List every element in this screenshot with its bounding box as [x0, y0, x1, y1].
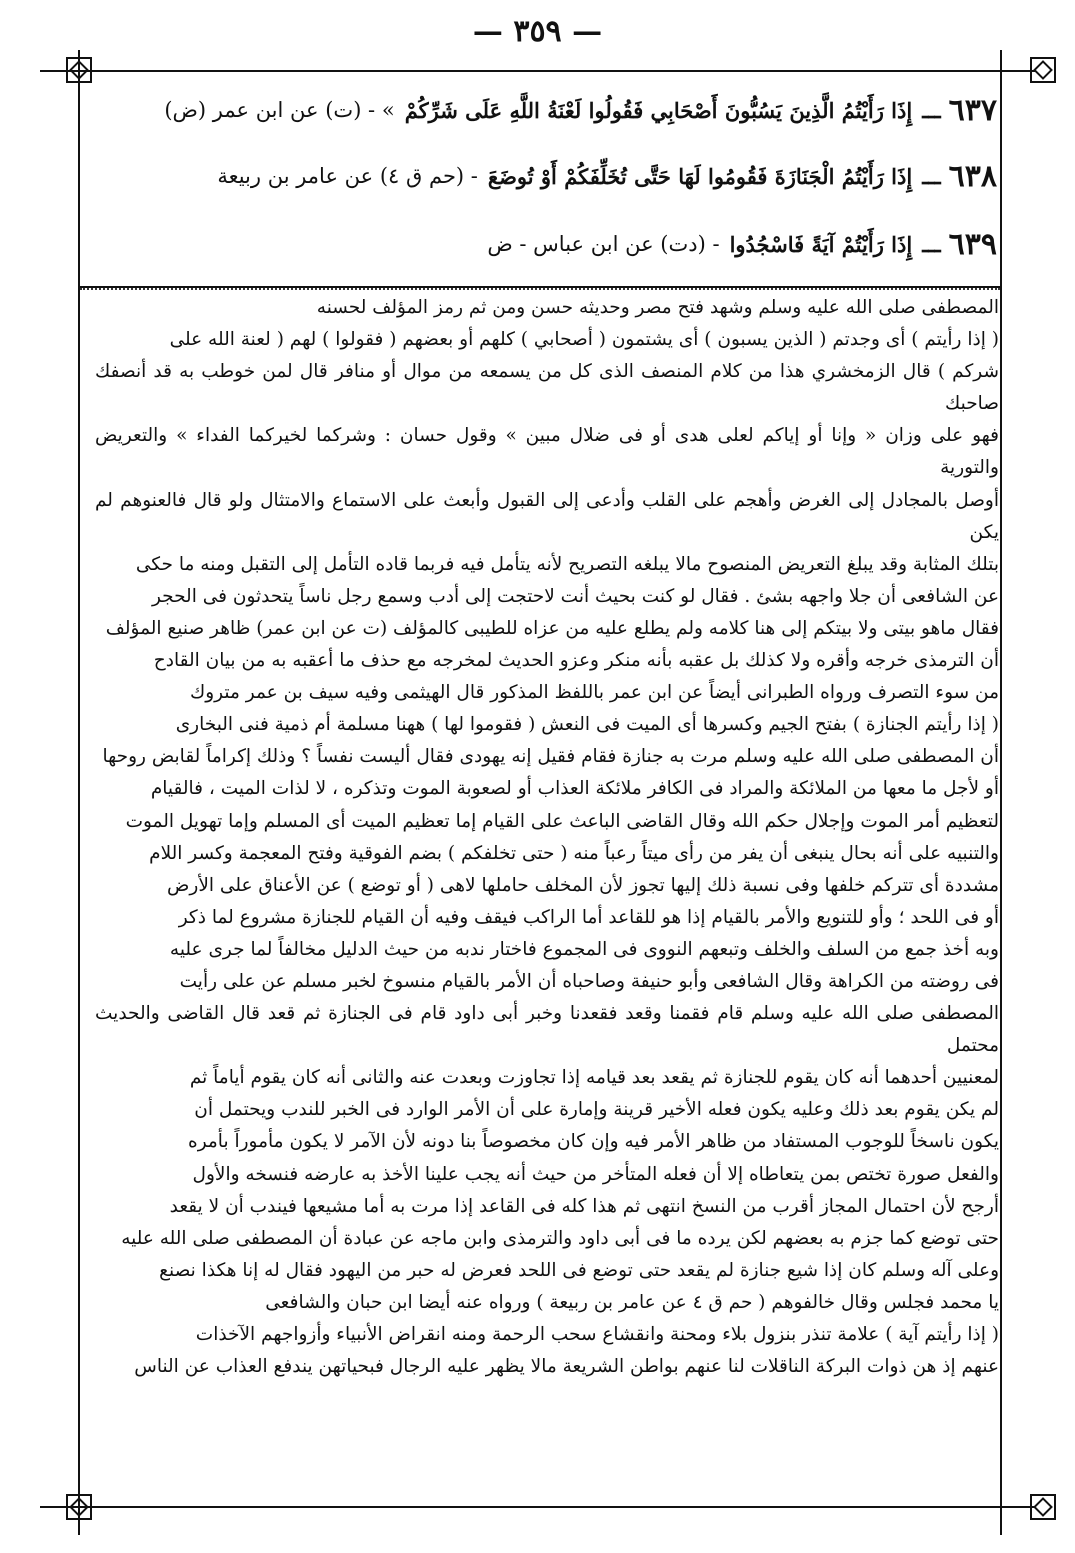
commentary-line: أو فى اللحد ؛ وأو للتنويع والأمر بالقيام إذا هو للقاعد أما الراكب فيقف وفيه أن القيام للجنازة مشروع لما ذكر [178, 906, 999, 928]
commentary-line: فقال ماهو بيتى ولا بيتكم إلى هنا كلامه ولم يطلع عليه من عزاه للطيبى كالمؤلف (ت عن ابن عمر) ظاهر صنيع المؤلف [105, 617, 999, 639]
left-border-rule [78, 50, 80, 1535]
page-number: — ٣٥٩ — [472, 14, 603, 49]
commentary-line: ( إذا رأيتم ) أى وجدتم ( الذين يسبون ) أى يشتمون ( أصحابي ) كلهم أو بعضهم ( فقولوا ) لهم ( لعنة الله على [169, 329, 999, 351]
dotted-divider [80, 288, 1000, 290]
commentary-line: لمعنيين أحدهما أنه كان يقوم للجنازة ثم يقعد بعد قيامه إذا تجاوزت وبعدت عنه والثانى أنه كان يقوم أياماً ثم [189, 1067, 999, 1089]
corner-ornament-top-right [1030, 57, 1056, 83]
hadith-entry [100, 84, 997, 136]
hadith-text: إِذَا رَأَيْتُمْ آيَةً فَاسْجُدُوا [729, 231, 913, 257]
commentary-line: يكون ناسخاً للوجوب المستفاد من ظاهر الأمر فيه وإن كان مخصوصاً بنا دونه لأن الآمر لا يكون مأموراً بأمره [188, 1131, 999, 1153]
commentary-line: مشددة أى تتركم خلفها وفى نسبة ذلك إليها تجوز لأن المخلف حاملها لاهى ( أو توضع ) عن الأعناق على الأرض [167, 874, 999, 896]
commentary-line: والتنبيه على أنه بحال ينبغى أن يفر من رأى ميتاً رعباً منه ( حتى تخلفكم ) بضم الفوقية وفتح المعجمة وكسر اللام [149, 842, 999, 864]
hadith-dash: ـــ [922, 231, 941, 257]
hadith-text: إِذَا رَأَيْتُمُ الْجَنَازَةَ فَقُومُوا لَهَا حَتَّى تُخَلِّفَكُمْ أَوْ تُوضَعَ [487, 163, 913, 189]
commentary-line: وبه أخذ جمع من السلف والخلف وتبعهم النووى فى المجموع فاختار ندبه من حيث الدليل مخالفاً لما جرى عليه [169, 938, 999, 960]
commentary [95, 292, 999, 1505]
commentary-line: لتعظيم أمر الموت وإجلال حكم الله وقال القاضى الباعث على القيام إما تعظيم الميت أى المسلم وإما تهويل الموت [125, 810, 999, 832]
commentary-line: فهو على وزان « وإنا أو إياكم لعلى هدى أو فى ضلال مبين » وقول حسان : وشركما لخيركما الفداء » والتعريض والتورية [95, 425, 999, 479]
commentary-line: أن المصطفى صلى الله عليه وسلم مرت به جنازة فقام فقيل إنه يهودى فقال أليست نفساً ؟ وذلك إكراماً لقابض روحها [102, 746, 999, 768]
commentary-line: بتلك المثابة وقد يبلغ التعريض المنصوح مالا يبلغه التصريح لأنه يتأمل فيه فربما قاده التأمل إلى التقبل ومنه ما حكى [135, 553, 999, 575]
commentary-line: المصطفى صلى الله عليه وسلم قام فقمنا وقعد فقعدنا وخبر أبى داود قام فى الجنازة ثم قعد قال القاضى والحديث محتمل [95, 1003, 999, 1057]
commentary-line: يا محمد فجلس وقال خالفوهم ( حم ق ٤ عن عامر بن ربيعة ) ورواه عنه أيضا ابن حبان والشافعى [265, 1291, 999, 1313]
commentary-line: المصطفى صلى الله عليه وسلم وشهد فتح مصر وحديثه حسن ومن ثم رمز المؤلف لحسنه [316, 297, 999, 318]
hadith-entry [100, 150, 997, 202]
hadith-number: ٦٣٨ [948, 158, 997, 194]
commentary-line: أن الترمذى خرجه وأقره ولا كذلك بل عقبه بأنه منكر وعزو الحديث لمخرجه مع حذف ما أعقبه به من بيان القادح [153, 650, 999, 672]
commentary-line: حتى توضع كما جزم به بعضهم لكن يرده ما فى أبى داود والترمذى وابن ماجه عن عبادة أن المصطفى صلى الله عليه [121, 1227, 999, 1249]
commentary-line: من سوء التصرف ورواه الطبرانى أيضاً عن ابن عمر باللفظ المذكور قال الهيثمى وفيه سيف بن عمر متروك [189, 682, 999, 704]
commentary-line: شركم ) قال الزمخشري هذا من كلام المنصف الذى كل من يسمعه من موال أو منافر قال لمن خوطب به قد أنصفك صاحبك [95, 361, 999, 415]
hadith-dash: ـــ [922, 163, 941, 189]
commentary-line: أوصل بالمجادل إلى الغرض وأهجم على القلب وأدعى إلى القبول وأبعث على الاستماع والامتثال ولو قال فالعنوهم لم يكن [95, 489, 999, 543]
bottom-border-rule [40, 1506, 1035, 1508]
commentary-line: أرجح لأن احتمال المجاز أقرب من النسخ انتهى ثم هذا كله فى القاعد إذا مرت به أما مشيعها فيندب أن لا يقعد [169, 1195, 999, 1217]
corner-ornament-bottom-left [66, 1494, 92, 1520]
commentary-line: ( إذا رأيتم الجنازة ) بفتح الجيم وكسرها أى الميت فى النعش ( فقوموا لها ) ههنا مسلمة أم ذمية فنى البخارى [175, 714, 999, 736]
commentary-line: عنهم إذ هن ذوات البركة الناقلات لنا عنهم بواطن الشريعة مالا يظهر عليه الرجال فبحياتهن يندفع العذاب عن الناس [134, 1356, 999, 1378]
hadith-number: ٦٣٧ [948, 92, 997, 128]
right-border-rule [1000, 50, 1002, 1535]
commentary-line: والفعل صورة تختص بمن يتعاطاه إلا أن فعله المتأخر من حيث أنه يجب علينا الأخذ به عارضه فنسخه والأول [192, 1163, 999, 1185]
hadith-reference: - (حم ق ٤) عن عامر بن ربيعة [217, 164, 478, 188]
hadith-list [100, 84, 997, 284]
corner-ornament-bottom-right [1030, 1494, 1056, 1520]
hadith-number: ٦٣٩ [948, 226, 997, 262]
commentary-line: أو لأجل ما معها من الملائكة والمراد فى الكافر ملائكة العذاب أو لصعوبة الموت وتذكره ، لا لذات الميت ، فالقيام [150, 778, 999, 800]
top-border-rule [40, 70, 1035, 72]
hadith-reference: » - (ت) عن ابن عمر (ض) [164, 98, 395, 122]
corner-ornament-top-left [66, 57, 92, 83]
commentary-line: لم يكن يقوم بعد ذلك وعليه يكون فعله الأخير قرينة وإمارة على أن الأمر الوارد فى الخبر للندب ويحتمل أن [194, 1099, 999, 1121]
commentary-line: وعلى آله وسلم كان إذا شيع جنازة لم يقعد حتى توضع فى اللحد فعرض له حبر من اليهود فقال له إنا هكذا نصنع [159, 1259, 999, 1281]
hadith-dash: ـــ [922, 97, 941, 123]
commentary-line: عن الشافعى أن جلا واجهه بشئ . فقال لو كنت بحيث أنت لاحتجت إلى أدب وسمع رجل ناساً يتحدثون فى الحجر [151, 585, 999, 607]
commentary-line: ( إذا رأيتم آية ) علامة تنذر بنزول بلاء ومحنة وانقشاع سحب الرحمة ومنه انقراض الأنبياء وأزواجهم الآخذات [195, 1324, 999, 1345]
hadith-reference: - (دت) عن ابن عباس - ض [487, 232, 720, 256]
commentary-line: فى روضته من الكراهة وقال الشافعى وأبو حنيفة وصاحباه أن الأمر بالقيام منسوخ لخبر مسلم عن على رأيت [179, 970, 999, 992]
hadith-text: إِذَا رَأَيْتُمُ الَّذِينَ يَسُبُّونَ أَصْحَابِي فَقُولُوا لَعْنَةُ اللَّهِ عَلَى شَرِّكُمْ [404, 97, 913, 123]
hadith-entry [100, 218, 997, 270]
